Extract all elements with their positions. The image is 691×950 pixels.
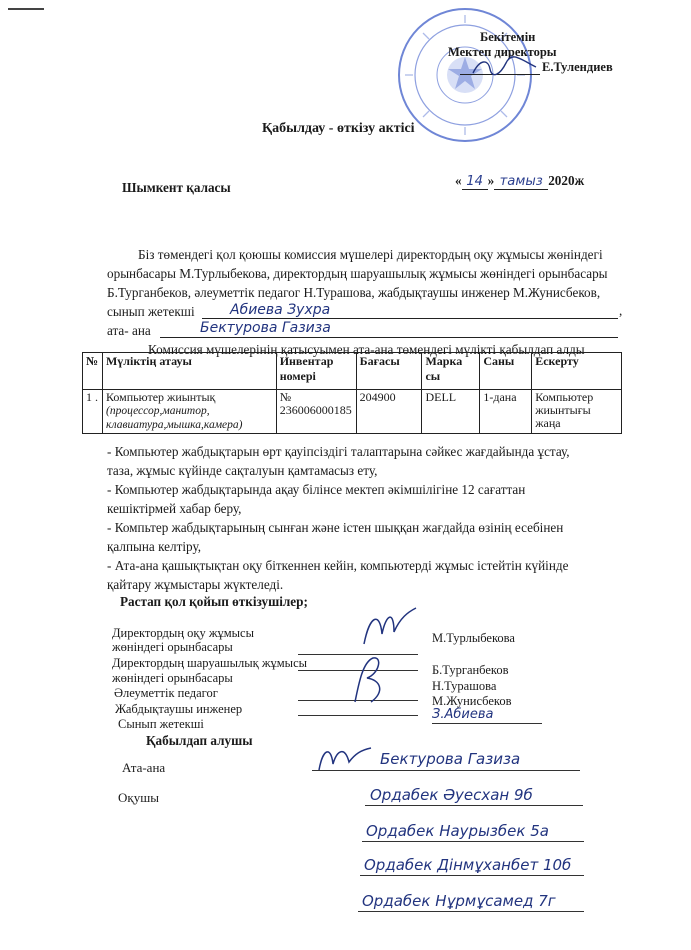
- obligation-line-3: - Компьютер жабдықтарында ақау білінсе мектеп әкімшілігіне 12 сағаттан: [107, 482, 526, 497]
- signer-role-1a: Директордың оқу жұмысы: [112, 626, 254, 640]
- parent-handwritten-name: Бектурова Газиза: [380, 750, 521, 768]
- signers-heading: Растап қол қойып өткізушілер;: [120, 594, 308, 609]
- obligation-line-2: таза, жұмыс күйінде сақталуын қамтамасыз ету,: [107, 463, 378, 478]
- obligation-line-1: - Компьютер жабдықтарын өрт қауіпсіздігі талаптарына сәйкес жағдайында ұстау,: [107, 444, 570, 459]
- items-table: [82, 352, 622, 434]
- signer-role-4: Жабдықтаушы инженер: [115, 702, 243, 716]
- cell-inventory: № 236006000185: [276, 390, 356, 434]
- signer-role-2b: жөніндегі орынбасары: [112, 671, 233, 685]
- date-close-quote: »: [487, 173, 495, 188]
- parent-row-label: Ата-ана: [122, 760, 166, 775]
- student-line-4: [358, 911, 584, 912]
- header-brand: Марка сы: [422, 353, 480, 390]
- paragraph-line-end: Комиссия мүшелерінің қатысуымен ата-ана төмендегі мүлікті қабылдап алды: [148, 342, 585, 357]
- teacher-fill-line: [202, 318, 618, 319]
- cell-qty: 1-дана: [480, 390, 532, 434]
- signer-name-3: Н.Турашова: [432, 679, 497, 693]
- student-line-1: [365, 805, 583, 806]
- scan-edge-mark: [8, 8, 44, 10]
- student-2-handwritten: Ордабек Наурызбек 5а: [366, 822, 549, 840]
- date-month: тамыз: [494, 174, 548, 190]
- parent-line: [312, 770, 580, 771]
- header-note: Ескерту: [532, 353, 622, 390]
- teacher-comma: ,: [619, 303, 623, 318]
- student-line-2: [362, 841, 584, 842]
- table-row: [83, 390, 622, 434]
- signer-name-1: М.Турлыбекова: [432, 631, 515, 645]
- parent-label: ата- ана: [107, 323, 151, 338]
- cell-num: 1 .: [83, 390, 103, 434]
- student-1-handwritten: Ордабек Әуесхан 9б: [370, 786, 533, 804]
- student-label: Оқушы: [118, 790, 159, 805]
- signer-role-3: Әлеуметтік педагог: [114, 686, 218, 700]
- teacher-handwritten: Абиева Зухра: [230, 302, 331, 318]
- director-signature: [470, 55, 540, 77]
- signature-line-5: [432, 723, 542, 724]
- date-open-quote: «: [455, 173, 462, 188]
- signature-turlybekova: [360, 604, 420, 654]
- signer-role-5: Сынып жетекші: [118, 717, 204, 731]
- cell-note: Компьютер жиынтығы жаңа: [532, 390, 622, 434]
- signature-turganbekov: [345, 652, 395, 708]
- approval-line-1: Бекітемін: [480, 30, 536, 44]
- student-3-handwritten: Ордабек Дінмұханбет 10б: [364, 856, 572, 874]
- header-num: №: [83, 353, 103, 390]
- header-qty: Саны: [480, 353, 532, 390]
- signer-role-1b: жөніндегі орынбасары: [112, 640, 233, 654]
- paragraph-line-2: орынбасары М.Турлыбекова, директордың шаруашылық жұмысы жөніндегі орынбасары: [107, 266, 608, 281]
- signature-line-4: [298, 715, 418, 716]
- obligation-line-5: - Компьтер жабдықтарының сынған және істен шыққан жағдайда өзінің есебінен: [107, 520, 564, 535]
- teacher-label: сынып жетекші: [107, 304, 195, 319]
- signer-name-4: М.Жунисбеков: [432, 694, 512, 708]
- paragraph-line-3: Б.Турганбеков, әлеуметтік педагог Н.Турашова, жабдықтаушы инженер М.Жунисбеков,: [107, 285, 601, 300]
- obligation-line-7: - Ата-ана қашықтықтан оқу біткеннен кейін, компьютерді жұмыс істейтін күйінде: [107, 558, 569, 573]
- date-year: 2020ж: [548, 173, 585, 188]
- date: [455, 173, 584, 190]
- signer-role-2a: Директордың шаруашылық жұмысы: [112, 656, 308, 670]
- student-line-3: [360, 875, 584, 876]
- obligation-line-6: қалпына келтіру,: [107, 539, 202, 554]
- cell-name: [102, 390, 276, 434]
- receivers-heading: Қабылдап алушы: [146, 733, 253, 748]
- document-title: Қабылдау - өткізу актісі: [262, 121, 415, 136]
- obligation-line-8: қайтару жұмыстары жүктеледі.: [107, 577, 284, 592]
- header-inventory: Инвентар номері: [276, 353, 356, 390]
- header-name: Мүліктің атауы: [102, 353, 276, 390]
- header-price: Бағасы: [356, 353, 422, 390]
- item-name: Компьютер жиынтық: [105, 390, 216, 404]
- parent-handwritten: Бектурова Газиза: [200, 320, 331, 336]
- student-4-handwritten: Ордабек Нұрмұсамед 7г: [362, 892, 556, 910]
- place: Шымкент қаласы: [122, 180, 231, 195]
- cell-brand: DELL: [422, 390, 480, 434]
- item-name-detail: (процессор,манитор, клавиатура,мышка,камера): [105, 405, 243, 431]
- parent-fill-line: [160, 337, 618, 338]
- signer-name-2: Б.Турганбеков: [432, 663, 509, 677]
- approval-line-2: Мектеп директоры: [448, 45, 557, 59]
- date-day: 14: [462, 174, 488, 190]
- obligation-line-4: кешіктірмей хабар беру,: [107, 501, 242, 516]
- paragraph-line-1: Біз төмендегі қол қоюшы комиссия мүшелері директордың оқу жұмысы жөніндегі: [138, 247, 603, 262]
- cell-price: 204900: [356, 390, 422, 434]
- approval-director-name: Е.Тулендиев: [542, 60, 613, 74]
- signer-name-5-handwritten: З.Абиева: [432, 707, 494, 722]
- table-header-row: [83, 353, 622, 390]
